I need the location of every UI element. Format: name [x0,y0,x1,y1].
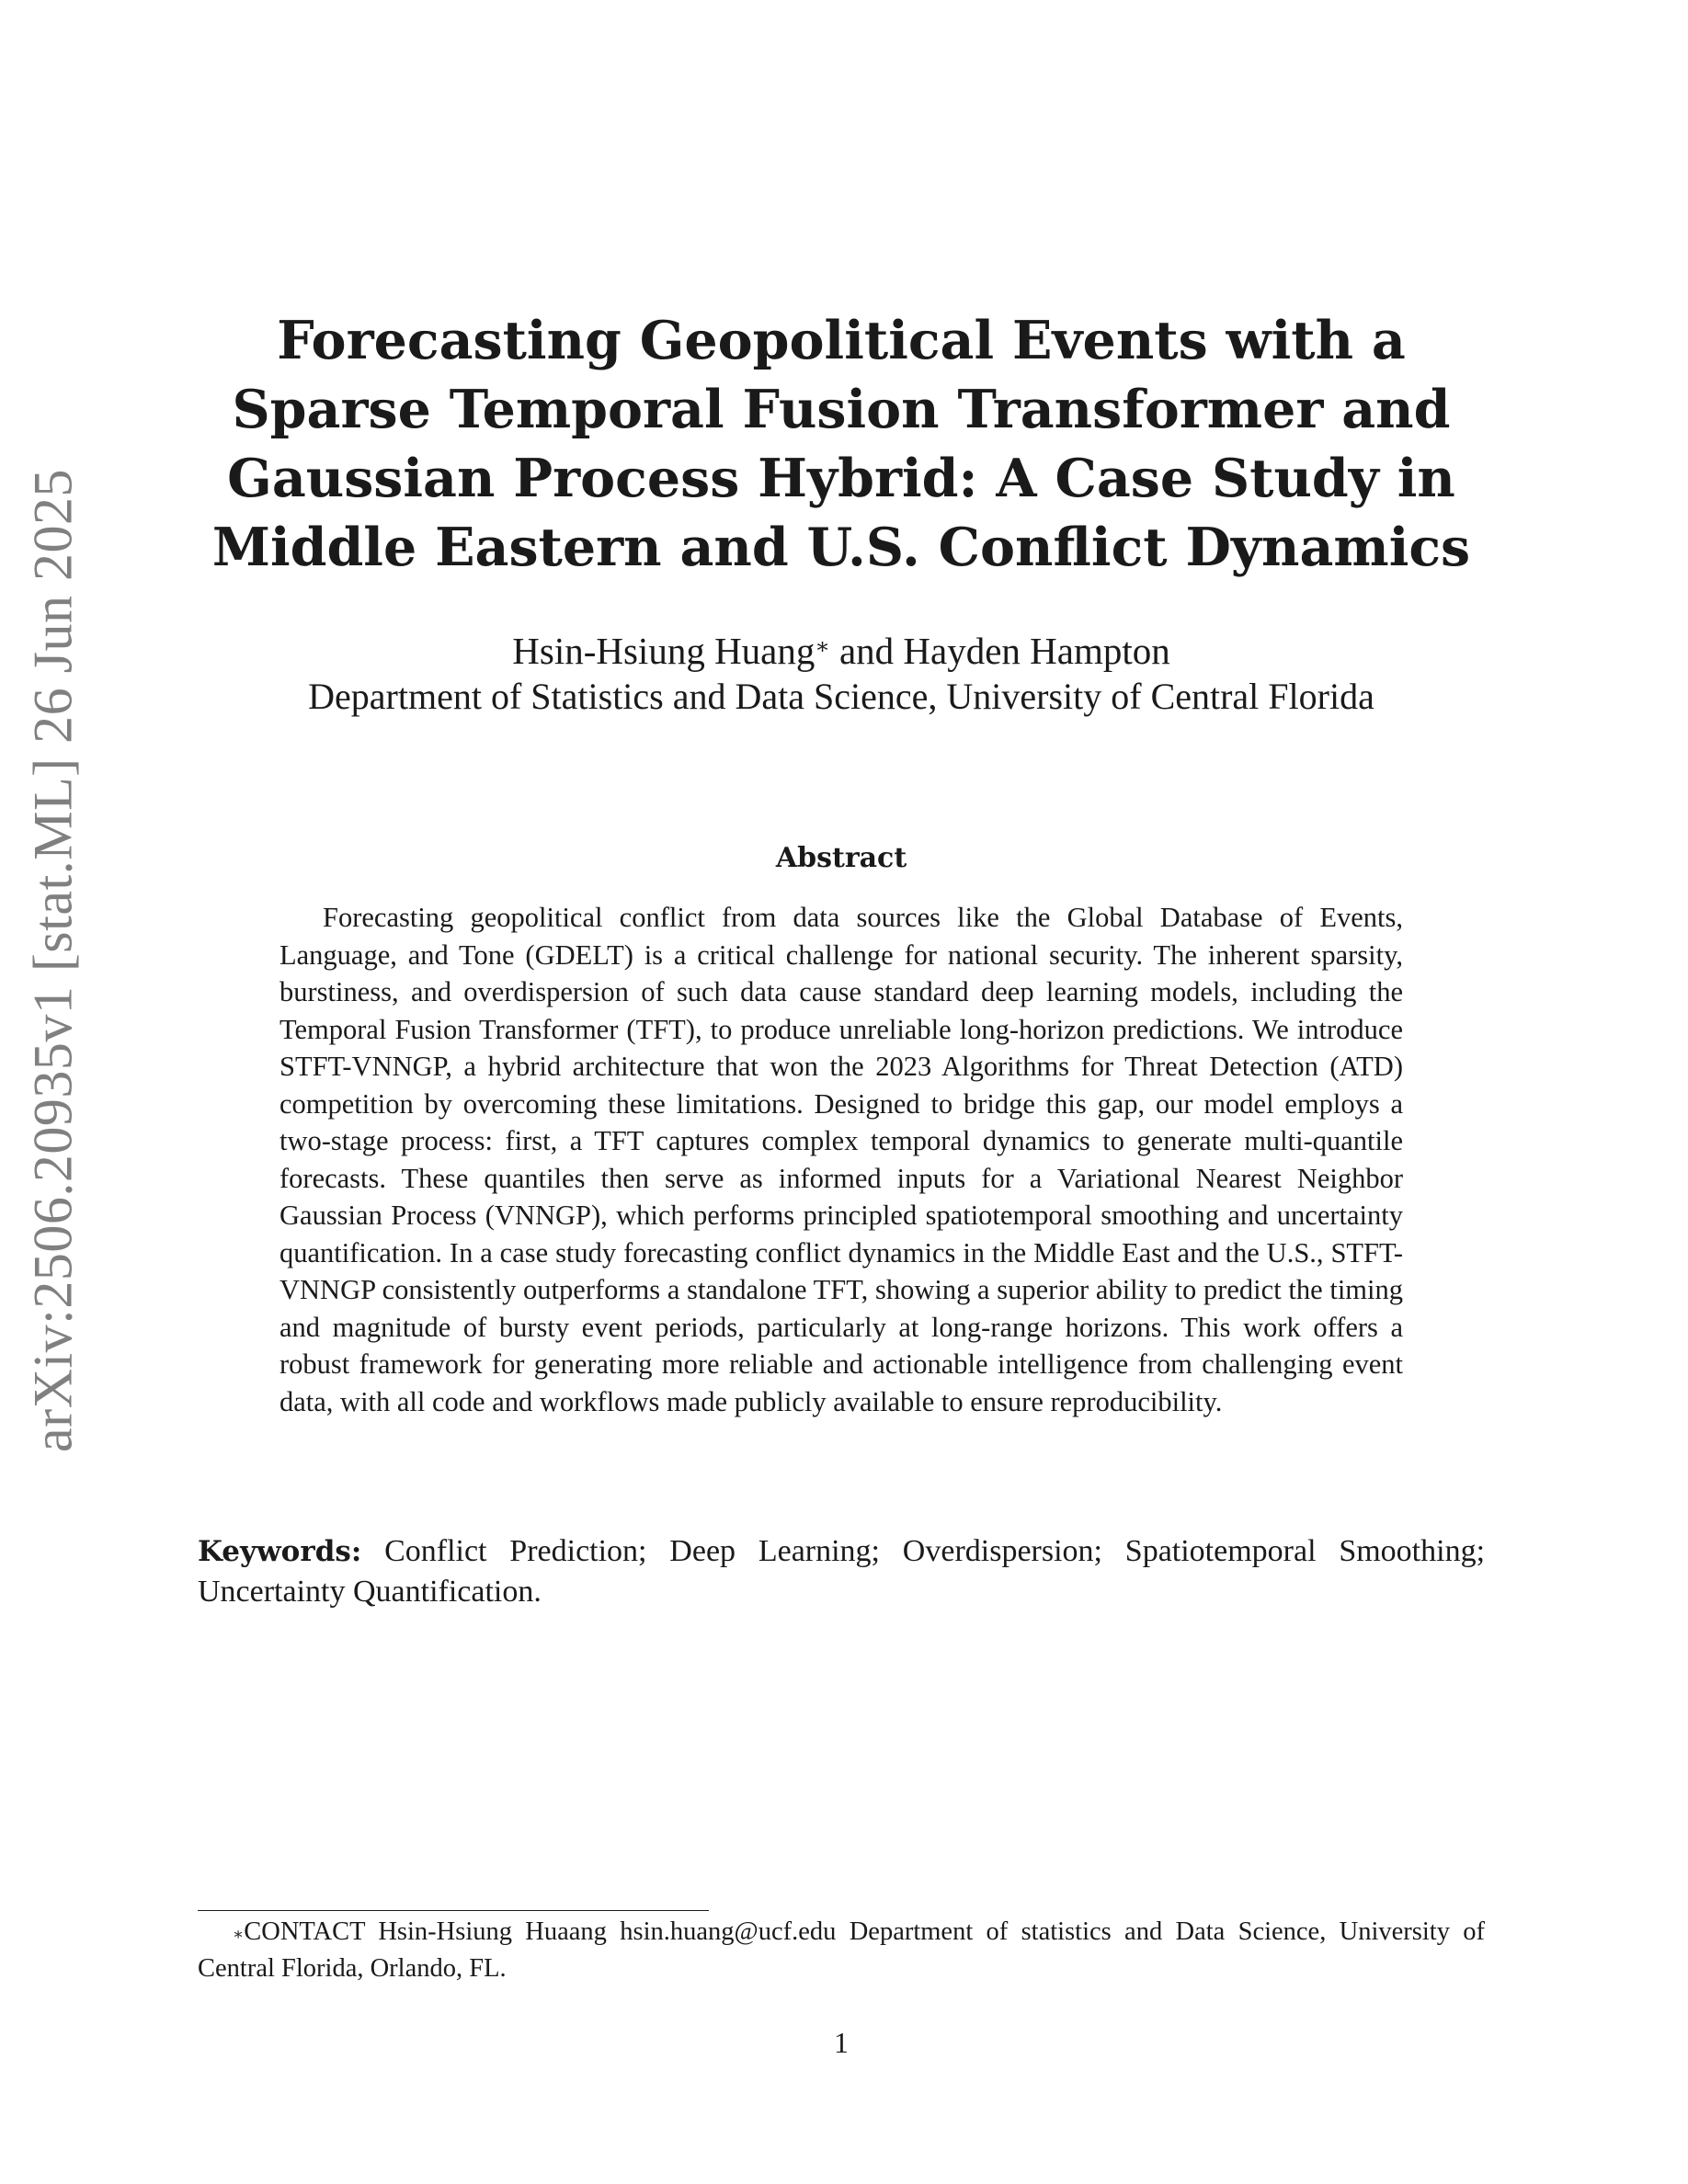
paper-title: Forecasting Geopolitical Events with a Sparse Temporal Fusion Transformer and Gaussian Process Hybrid: A Case Study in Middle Eastern and U.S. Conflict Dynamics [211,310,1471,578]
author-footnote-marker: ∗ [815,635,830,659]
footnote-text: CONTACT Hsin-Hsiung Huaang hsin.huang@ucf.edu Department of statistics and Data Science, University of Central Florida, Orlando, FL. [198,1917,1485,1983]
abstract-heading: Abstract [775,842,907,874]
arxiv-side-stamp: arXiv:2506.20935v1 [stat.ML] 26 Jun 2025 [22,469,84,1452]
keywords-text: Conflict Prediction; Deep Learning; Overdispersion; Spatiotemporal Smoothing; Uncertainty Quantification. [198,1534,1486,1609]
contact-footnote [198,1914,1485,1987]
author-line [198,628,1485,674]
footnote-marker: ∗ [233,1925,245,1943]
first-author: Hsin-Hsiung Huang [512,630,815,672]
footnote-divider [198,1910,709,1911]
second-author: Hayden Hampton [903,630,1170,672]
author-connector: and [829,630,904,672]
abstract-text: Forecasting geopolitical conflict from data sources like the Global Database of Events, Language, and Tone (GDELT) is a critical challenge for national security. The inherent sparsity, burstiness, and overdispersion of such data cause standard deep learning models, including the Temporal Fusion Transformer (TFT), to produce unreliable long-horizon predictions. We introduce STFT-VNNGP, a hybrid architecture that won the 2023 Algorithms for Threat Detection (ATD) competition by overcoming these limitations. Designed to bridge this gap, our model employs a two-stage process: first, a TFT captures complex temporal dynamics to generate multi-quantile forecasts. These quantiles then serve as informed inputs for a Variational Nearest Neighbor Gaussian Process (VNNGP), which performs principled spatiotemporal smoothing and uncertainty quantification. In a case study forecasting conflict dynamics in the Middle East and the U.S., STFT-VNNGP consistently outperforms a standalone TFT, showing a superior ability to predict the timing and magnitude of bursty event periods, particularly at long-range horizons. This work offers a robust framework for generating more reliable and actionable intelligence from challenging event data, with all code and workflows made publicly available to ensure reproducibility. [279,902,1403,1417]
page-number: 1 [834,2026,849,2059]
keywords-label: Keywords: [198,1535,362,1568]
keywords [198,1531,1485,1612]
affiliation: Department of Statistics and Data Science, University of Central Florida [308,676,1374,717]
